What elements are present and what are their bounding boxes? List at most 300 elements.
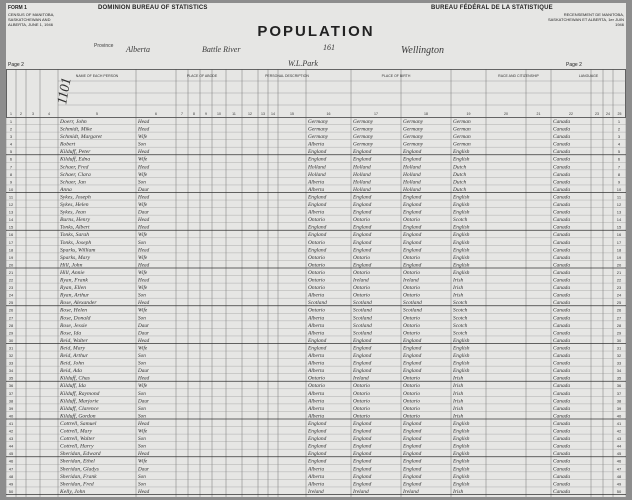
cell-race: English [453,262,470,269]
district-number: 161 [323,43,335,52]
cell-n: 11 [616,194,622,200]
cell-n: 28 [8,322,14,328]
cell-birth: England [308,232,327,239]
cell-m: England [403,247,422,254]
cell-rel: Wife [138,134,148,141]
cell-m: Germany [403,126,424,133]
cell-birth: Alberta [308,315,325,322]
cell-rel: Daur [138,322,149,329]
cell-birth: Germany [308,126,329,133]
cell-lang: Canada [553,405,571,412]
cell-f: Scotland [353,300,372,307]
cell-f: England [353,436,372,443]
cell-lang: Canada [553,126,571,133]
cell-lang: Canada [553,443,571,450]
cell-f: England [353,202,372,208]
cell-n: 8 [617,171,621,177]
cell-race: Dutch [453,171,467,178]
cell-n: 48 [8,473,14,479]
cell-f: Holland [353,171,371,178]
cell-n: 41 [616,420,622,426]
cell-race: English [453,353,470,359]
cell-m: Ontario [403,405,421,412]
census-page [6,3,626,497]
column-number: 3 [32,112,34,116]
cell-lang: Canada [553,292,571,299]
cell-n: 45 [616,451,622,457]
cell-n: 5 [617,149,621,155]
cell-m: England [403,420,422,427]
cell-rel: Son [138,413,146,420]
cell-n: 43 [8,436,14,442]
column-number: 9 [205,112,207,116]
cell-rel: Head [138,375,150,382]
page-number-right: Page 2 [566,62,582,68]
cell-n: 11 [8,194,14,200]
cell-f: Ontario [353,383,371,390]
cell-name: Hill, Annie [60,269,85,276]
cell-m: Ontario [403,398,421,405]
column-header: PERSONAL DESCRIPTION [265,74,309,78]
province-value: Alberta [126,45,150,54]
cell-race: German [453,126,471,133]
cell-lang: Canada [553,202,571,208]
cell-rel: Head [138,126,150,133]
cell-rel: Daur [138,368,149,375]
cell-f: England [353,353,372,359]
cell-m: Ontario [403,413,421,420]
cell-name: Rose, Ida [60,330,82,337]
cell-name: Reid, Mary [60,345,86,352]
cell-rel: Son [138,239,146,246]
cell-race: Scotch [453,217,468,224]
cell-n: 4 [9,141,13,147]
cell-race: English [453,194,470,201]
cell-name: Robert [60,141,76,148]
cell-m: England [403,239,422,246]
cell-n: 24 [8,292,14,298]
cell-n: 21 [8,269,14,275]
cell-n: 32 [616,353,622,358]
cell-lang: Canada [553,330,571,337]
cell-n: 21 [616,269,622,275]
cell-f: England [353,473,372,480]
cell-m: England [403,443,422,450]
cell-m: Holland [403,171,421,178]
cell-name: Reid, Walter [60,337,88,344]
bureau-english: DOMINION BUREAU OF STATISTICS [98,5,208,11]
column-number: 4 [48,112,50,116]
cell-n: 42 [8,428,14,434]
census-note: CENSUS OF MANITOBA, SASKATCHEWAN AND ALBERTA, JUNE 1, 1946 [8,12,55,27]
cell-birth: Alberta [308,405,325,412]
cell-race: Irish [453,285,464,292]
cell-n: 29 [8,330,14,336]
column-number: 18 [424,112,428,116]
cell-n: 46 [616,458,622,464]
cell-birth: Alberta [308,209,325,216]
cell-race: Irish [453,277,464,284]
cell-birth: Germany [308,118,329,125]
cell-birth: Alberta [308,360,325,367]
cell-rel: Daur [138,186,149,193]
cell-f: England [353,149,372,156]
column-number: 22 [569,112,573,116]
column-number: 11 [232,112,236,116]
cell-f: England [353,247,372,254]
cell-name: Cottrell, Walter [60,436,95,443]
cell-n: 30 [8,337,14,343]
cell-lang: Canada [553,141,571,148]
cell-race: English [453,269,470,276]
cell-race: English [453,239,470,246]
column-number: 17 [374,112,378,116]
cell-n: 10 [616,186,622,192]
province-label: Province [94,43,114,49]
cell-n: 22 [8,277,14,283]
cell-m: Scotland [403,307,422,314]
cell-n: 17 [8,239,14,245]
cell-lang: Canada [553,254,571,261]
cell-lang: Canada [553,413,571,420]
side-number: 1101 [55,76,75,106]
cell-m: Ireland [403,277,419,284]
cell-rel: Son [138,353,146,359]
cell-rel: Wife [138,458,148,465]
column-header: RACE AND CITIZENSHIP [498,74,539,78]
cell-lang: Canada [553,481,571,488]
cell-birth: Holland [308,164,326,171]
cell-birth: England [308,337,327,344]
cell-lang: Canada [553,345,571,352]
cell-name: Sparks, William [60,247,96,254]
cell-n: 40 [8,413,14,419]
cell-rel: Daur [138,466,149,473]
cell-name: Tonks, Joseph [60,239,92,246]
cell-birth: Alberta [308,413,325,420]
cell-f: Scotland [353,307,372,314]
cell-n: 32 [8,353,14,358]
cell-birth: Germany [308,134,329,141]
cell-race: Irish [453,413,464,420]
cell-name: Sheridan, Ethel [60,458,95,465]
cell-name: Kelly, John [60,488,86,495]
cell-n: 45 [8,451,14,457]
cell-rel: Son [138,405,146,412]
cell-race: English [453,337,470,344]
cell-m: England [403,428,422,435]
cell-race: English [453,481,470,488]
cell-race: English [453,149,470,156]
cell-lang: Canada [553,285,571,292]
cell-lang: Canada [553,232,571,239]
cell-n: 10 [8,186,14,192]
cell-rel: Son [138,436,146,443]
cell-n: 7 [9,164,13,170]
cell-birth: England [308,149,327,156]
cell-m: England [403,458,422,465]
cell-race: Scotch [453,300,468,307]
cell-lang: Canada [553,473,571,480]
cell-f: Holland [353,179,371,186]
cell-name: Doerr, John [60,118,87,125]
cell-birth: England [308,247,327,254]
cell-name: Kilduff, Edna [60,156,91,163]
cell-n: 48 [616,473,622,479]
cell-m: Ontario [403,375,421,382]
cell-race: Irish [453,488,464,495]
cell-birth: Ontario [308,277,326,284]
cell-name: Rose, Alexander [60,300,97,307]
cell-n: 9 [617,179,621,185]
cell-race: Scotch [453,330,468,337]
cell-m: England [403,149,422,156]
cell-f: Ireland [353,375,369,382]
cell-rel: Wife [138,269,148,276]
cell-rel: Son [138,481,146,488]
cell-race: English [453,443,470,450]
cell-n: 39 [8,405,14,411]
cell-lang: Canada [553,428,571,435]
cell-lang: Canada [553,262,571,269]
cell-f: Germany [353,141,374,148]
cell-m: Ontario [403,383,421,390]
cell-name: Schmidt, Mike [60,126,92,133]
cell-name: Schmidt, Margaret [60,134,102,141]
bureau-french: BUREAU FÉDÉRAL DE LA STATISTIQUE [431,5,553,11]
cell-rel: Wife [138,428,148,435]
cell-lang: Canada [553,353,571,359]
column-number: 25 [617,112,622,116]
cell-birth: Alberta [308,330,325,337]
cell-f: Scotland [353,330,372,337]
cell-n: 2 [9,126,13,132]
cell-name: Cottrell, Samuel [60,420,97,427]
cell-race: English [453,458,470,465]
column-number: 24 [606,112,610,116]
cell-name: Cottrell, Harry [60,443,94,450]
cell-f: Holland [353,164,371,171]
cell-rel: Head [138,149,150,156]
cell-race: English [453,473,470,480]
cell-n: 1 [617,118,621,124]
cell-m: England [403,262,422,269]
cell-rel: Son [138,179,146,186]
cell-birth: England [308,345,327,352]
cell-rel: Head [138,224,150,231]
cell-n: 25 [616,300,622,306]
cell-n: 34 [8,368,14,374]
cell-n: 12 [616,202,622,207]
cell-name: Kilduff, Raymond [60,390,100,397]
cell-rel: Head [138,118,150,125]
cell-name: Burns, Henry [60,217,91,224]
cell-birth: England [308,443,327,450]
cell-rel: Wife [138,232,148,239]
cell-lang: Canada [553,247,571,254]
cell-rel: Head [138,451,150,458]
column-number: 21 [536,112,541,116]
cell-name: Ryan, Ellen [60,285,86,292]
cell-m: Holland [403,179,421,186]
cell-n: 40 [616,413,622,419]
cell-n: 33 [616,360,622,366]
cell-n: 4 [617,141,621,147]
cell-n: 46 [8,458,14,464]
cell-race: Irish [453,375,464,382]
cell-race: Dutch [453,186,467,193]
cell-birth: Ontario [308,307,326,314]
cell-n: 26 [616,307,622,313]
cell-n: 44 [8,443,14,449]
cell-m: Ontario [403,217,421,224]
cell-n: 26 [8,307,14,313]
cell-birth: England [308,436,327,443]
cell-n: 37 [8,390,14,396]
cell-birth: Alberta [308,466,325,473]
cell-f: England [353,156,372,163]
cell-n: 13 [8,209,14,215]
cell-race: Scotch [453,307,468,314]
cell-race: English [453,224,470,231]
census-table [6,69,626,497]
cell-n: 18 [616,247,622,253]
cell-n: 28 [616,322,622,328]
cell-name: Ryan, Frank [60,277,88,284]
cell-race: English [453,368,470,375]
cell-f: Germany [353,134,374,141]
cell-birth: England [308,420,327,427]
cell-birth: Alberta [308,368,325,375]
cell-name: Tonks, Sarah [60,232,90,239]
cell-m: England [403,209,422,216]
form-label: FORM 1 [8,5,27,11]
cell-n: 50 [616,488,622,494]
cell-lang: Canada [553,322,571,329]
cell-f: England [353,481,372,488]
cell-race: Irish [453,398,464,405]
cell-lang: Canada [553,390,571,397]
cell-f: England [353,194,372,201]
cell-n: 44 [616,443,622,449]
cell-m: England [403,473,422,480]
cell-f: Ireland [353,277,369,284]
cell-race: English [453,232,470,239]
cell-lang: Canada [553,194,571,201]
recensement-note: RECENSEMENT DE MANITOBA, SASKATCHEWAN ET ALBERTA, 1er JUIN 1946 [547,12,624,27]
cell-rel: Daur [138,209,149,216]
cell-m: Germany [403,134,424,141]
cell-name: Kilduff, Clarence [60,405,99,412]
cell-rel: Wife [138,345,148,352]
cell-lang: Canada [553,488,571,495]
cell-m: Ontario [403,390,421,397]
cell-rel: Wife [138,307,148,314]
cell-rel: Wife [138,383,148,390]
cell-lang: Canada [553,451,571,458]
column-number: 16 [326,112,331,116]
cell-f: England [353,232,372,239]
cell-lang: Canada [553,269,571,276]
column-header: PLACE OF BIRTH [381,74,411,78]
cell-race: English [453,428,470,435]
cell-n: 49 [8,481,14,487]
cell-birth: Scotland [308,300,327,307]
cell-n: 36 [616,383,622,389]
cell-rel: Wife [138,285,148,292]
cell-f: Ontario [353,390,371,397]
cell-race: Scotch [453,315,468,322]
cell-lang: Canada [553,420,571,427]
cell-birth: Alberta [308,179,325,186]
cell-n: 27 [8,315,14,321]
cell-n: 31 [616,345,622,351]
cell-n: 19 [8,254,14,260]
column-number: 23 [595,112,599,116]
cell-name: Sparks, Mary [60,254,91,261]
cell-name: Ryan, Arthur [60,292,90,299]
cell-race: English [453,345,470,352]
cell-n: 43 [616,436,622,442]
cell-race: Irish [453,390,464,397]
cell-n: 27 [616,315,622,321]
cell-race: Dutch [453,179,467,186]
cell-n: 14 [616,217,622,223]
cell-lang: Canada [553,164,571,171]
cell-rel: Head [138,164,150,171]
cell-rel: Head [138,194,150,201]
cell-m: England [403,368,422,375]
cell-m: Ireland [403,488,419,495]
cell-lang: Canada [553,209,571,216]
cell-n: 38 [8,398,14,404]
locality-value: W.L.Park [288,59,318,68]
column-number: 7 [181,112,183,116]
cell-birth: Alberta [308,186,325,193]
cell-f: England [353,209,372,216]
cell-name: Kilduff, Peter [60,149,91,156]
cell-race: Dutch [453,164,467,171]
cell-n: 37 [616,390,622,396]
cell-lang: Canada [553,156,571,163]
cell-rel: Son [138,390,146,397]
cell-f: England [353,262,372,269]
cell-name: Cottrell, Mary [60,428,93,435]
cell-birth: Alberta [308,390,325,397]
cell-rel: Wife [138,202,148,208]
cell-lang: Canada [553,375,571,382]
cell-n: 13 [616,209,622,215]
cell-n: 24 [616,292,622,298]
cell-m: England [403,224,422,231]
cell-f: Scotland [353,315,372,322]
cell-birth: Alberta [308,481,325,488]
column-number: 2 [20,112,22,116]
cell-f: England [353,368,372,375]
district-value: Battle River [202,45,241,54]
cell-name: Reid, Arthur [60,353,88,359]
municipality-value: Wellington [401,45,444,56]
cell-race: English [453,360,470,367]
cell-rel: Son [138,292,146,299]
cell-n: 1 [9,118,13,124]
cell-rel: Head [138,217,150,224]
cell-race: English [453,451,470,458]
cell-m: Ontario [403,322,421,329]
cell-f: England [353,451,372,458]
cell-race: Irish [453,405,464,412]
column-number: 13 [261,112,265,116]
